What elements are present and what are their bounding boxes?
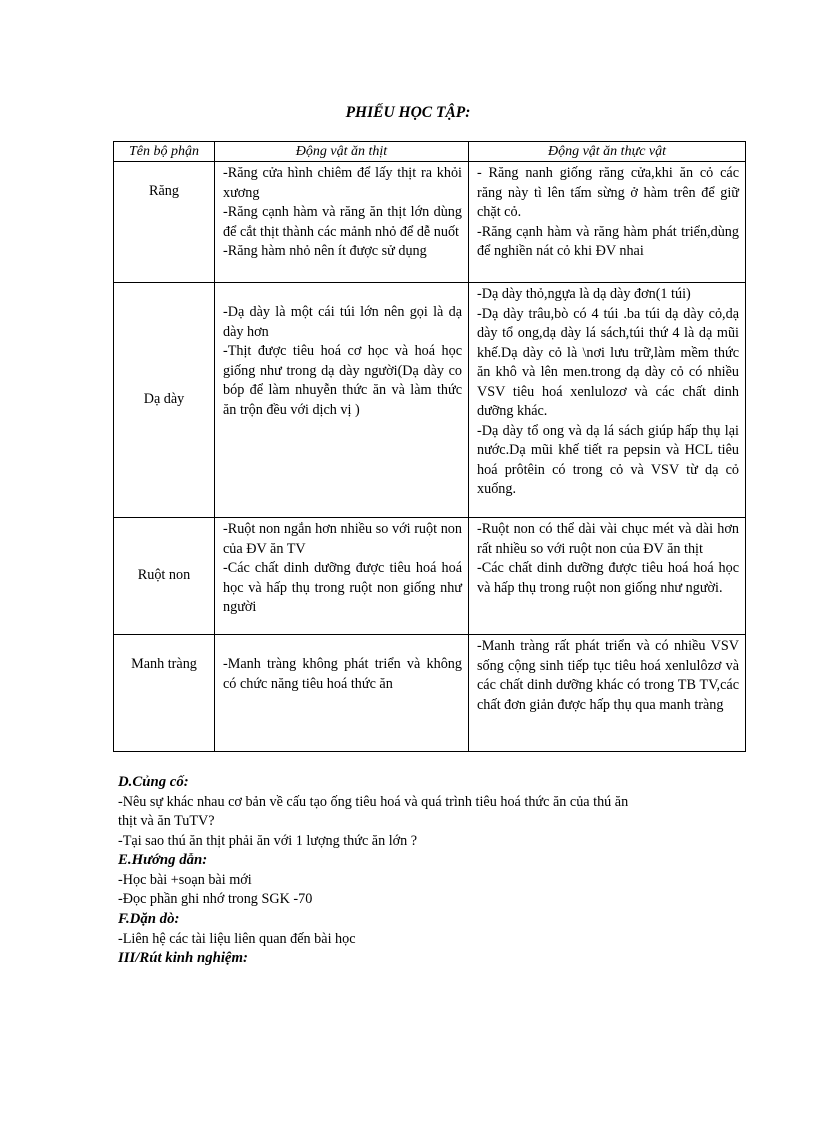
guidance-line: -Học bài +soạn bài mới	[118, 871, 252, 888]
guidance-section	[118, 851, 738, 910]
experience-heading: III/Rút kinh nghiệm:	[118, 950, 248, 966]
cell-text: -Các chất dinh dưỡng được tiêu hoá hoá học và hấp thụ trong ruột non giống như người	[223, 560, 462, 615]
part-cell	[114, 518, 215, 635]
instructions-line: -Liên hệ các tài liệu liên quan đến bài học	[118, 930, 356, 947]
carnivore-cell	[215, 283, 469, 518]
herbivore-cell	[469, 162, 746, 283]
cell-text: -Dạ dày thỏ,ngựa là dạ dày đơn(1 túi)	[477, 286, 691, 302]
table-header-row	[114, 142, 746, 162]
consolidation-line: thịt và ăn TuTV?	[118, 813, 215, 829]
cell-text: -Manh tràng không phát triển và không có chức năng tiêu hoá thức ăn	[223, 656, 462, 692]
part-name: Manh tràng	[131, 656, 197, 672]
part-name: Ruột non	[137, 567, 191, 584]
consolidation-heading: D.Củng cố:	[118, 774, 189, 790]
consolidation-line: -Nêu sự khác nhau cơ bản về cấu tạo ống tiêu hoá và quá trình tiêu hoá thức ăn của thú ăn	[118, 793, 629, 810]
cell-text: -Răng cửa hình chiêm để lấy thịt ra khỏi xương	[223, 165, 462, 201]
cell-text: -Thịt được tiêu hoá cơ học và hoá học giống như trong dạ dày người(Dạ dày co bóp để làm nhuyễn thức ăn và làm thức ăn trộn đều với dịch vị )	[223, 343, 462, 418]
cell-text: -Răng cạnh hàm và răng hàm phát triển,dùng để nghiền nát cỏ khi ĐV nhai	[477, 223, 739, 259]
herbivore-cell	[469, 635, 746, 752]
cell-text: -Dạ dày trâu,bò có 4 túi .ba túi dạ dày cỏ,dạ dày tổ ong,dạ dày lá sách,túi thứ 4 là dạ mũi khế.Dạ dày cỏ là \nơi lưu trữ,làm mềm thức ăn khô và lên men.trong dạ dày cỏ có nhiều VSV tiêu hoá xenlulozơ và các chất dinh dưỡng khác.	[477, 305, 739, 419]
cell-text: -Ruột non có thể dài vài chục mét và dài hơn rất nhiều so với ruột non của ĐV ăn thịt	[477, 521, 739, 557]
cell-text: -Dạ dày là một cái túi lớn nên gọi là dạ dày hơn	[223, 304, 462, 340]
instructions-section	[118, 910, 738, 949]
herbivore-cell	[469, 518, 746, 635]
cell-text: -Răng cạnh hàm và răng ăn thịt lớn dùng để cắt thịt thành các mảnh nhỏ để dễ nuốt	[223, 204, 462, 240]
cell-text: -Răng hàm nhỏ nên ít được sử dụng	[223, 243, 427, 259]
table-row	[114, 635, 746, 752]
herbivore-cell	[469, 283, 746, 518]
header-carnivore: Động vật ăn thịt	[215, 142, 469, 162]
header-herbivore: Động vật ăn thực vật	[469, 142, 746, 162]
consolidation-line: -Tại sao thú ăn thịt phải ăn với 1 lượng thức ăn lớn ?	[118, 832, 418, 849]
experience-section	[118, 949, 738, 969]
part-name: Dạ dày	[143, 391, 185, 408]
cell-text: - Răng nanh giống răng cửa,khi ăn cỏ các răng này tì lên tấm sừng ở hàm trên để giữ chặt cỏ.	[477, 165, 739, 220]
table-row	[114, 283, 746, 518]
cell-text: -Các chất dinh dưỡng được tiêu hoá hoá học và hấp thụ trong ruột non giống như người.	[477, 560, 739, 596]
page-title: PHIẾU HỌC TẬP:	[345, 104, 471, 121]
consolidation-section	[118, 773, 738, 851]
carnivore-cell	[215, 635, 469, 752]
cell-text: -Ruột non ngắn hơn nhiều so với ruột non của ĐV ăn TV	[223, 521, 462, 557]
part-cell	[114, 635, 215, 752]
part-cell	[114, 283, 215, 518]
comparison-table	[113, 141, 746, 752]
guidance-heading: E.Hướng dẫn:	[118, 852, 208, 868]
table-row	[114, 162, 746, 283]
part-name: Răng	[149, 183, 179, 199]
cell-text: -Manh tràng rất phát triển và có nhiều VSV sống cộng sinh tiếp tục tiêu hoá xenlulôzơ và các chất dinh dưỡng khác có trong TB TV,các chất đơn giản được hấp thụ qua manh tràng	[477, 638, 739, 713]
carnivore-cell	[215, 162, 469, 283]
carnivore-cell	[215, 518, 469, 635]
table-row	[114, 518, 746, 635]
cell-text: -Dạ dày tổ ong và dạ lá sách giúp hấp thụ lại nước.Dạ mũi khế tiết ra pepsin và HCL tiêu hoá prôtêin có trong cỏ và VSV từ dạ cỏ xuống.	[477, 422, 739, 497]
guidance-line: -Đọc phần ghi nhớ trong SGK -70	[118, 891, 313, 907]
instructions-heading: F.Dặn dò:	[118, 911, 180, 927]
header-part: Tên bộ phận	[114, 142, 215, 162]
part-cell	[114, 162, 215, 283]
